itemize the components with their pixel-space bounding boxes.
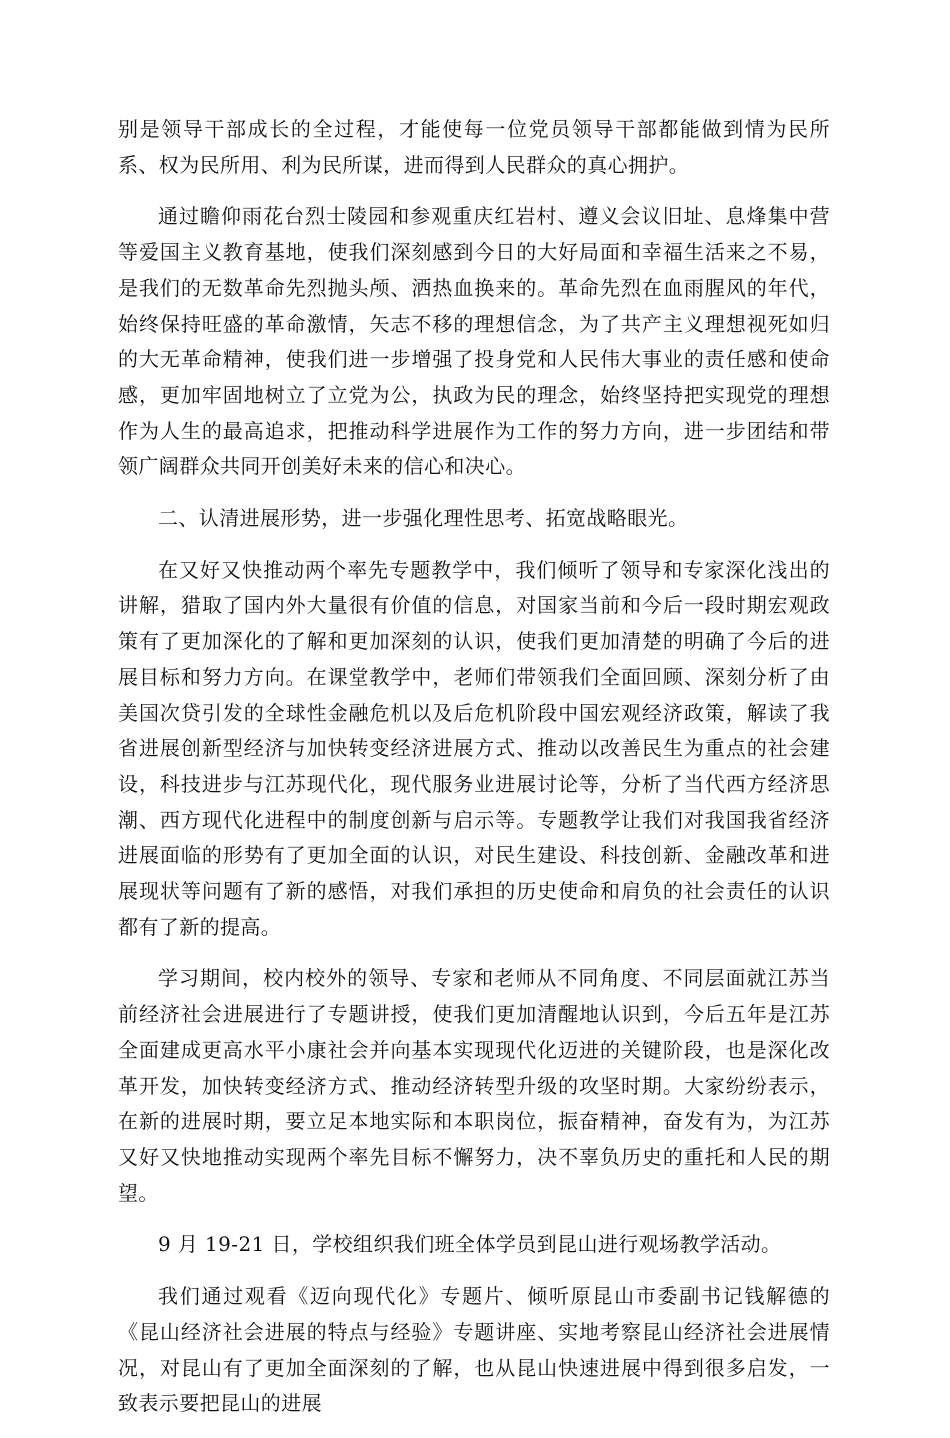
paragraph-kunshan-visit: 9 月 19-21 日，学校组织我们班全体学员到昆山进行观场教学活动。	[158, 1232, 782, 1257]
paragraph-continuation: 别是领导干部成长的全过程，才能使每一位党员领导干部都能做到情为民所系、权为民所用、利为民所谋，进而得到人民群众的真心拥护。	[118, 117, 830, 177]
paragraph-special-topic-teaching: 在又好又快推动两个率先专题教学中，我们倾听了领导和专家深化浅出的讲解，猎取了国内外大量很有价值的信息，对国家当前和今后一段时期宏观政策有了更加深化的了解和更加深刻的认识，使我们更加清楚的明确了今后的进展目标和努力方向。在课堂教学中，老师们带领我们全面回顾、深刻分析了由美国次贷引发的全球性金融危机以及后危机阶段中国宏观经济政策，解读了我省进展创新型经济与加快转变经济进展方式、推动以改善民生为重点的社会建设，科技进步与江苏现代化，现代服务业进展讨论等，分析了当代西方经济思潮、西方现代化进程中的制度创新与启示等。专题教学让我们对我国我省经济进展面临的形势有了更加全面的认识，对民生建设、科技创新、金融改革和进展现状等问题有了新的感悟，对我们承担的历史使命和肩负的社会责任的认识都有了新的提高。	[118, 557, 830, 939]
paragraph-study-period: 学习期间，校内校外的领导、专家和老师从不同角度、不同层面就江苏当前经济社会进展进行了专题讲授，使我们更加清醒地认识到，今后五年是江苏全面建成更高水平小康社会并向基本实现现代化迈进的关键阶段，也是深化改革开发，加快转变经济方式、推动经济转型升级的攻坚时期。大家纷纷表示，在新的进展时期，要立足本地实际和本职岗位，振奋精神，奋发有为，为江苏又好又快地推动实现两个率先目标不懈努力，决不辜负历史的重托和人民的期望。	[118, 966, 830, 1205]
document-body	[118, 112, 830, 1438]
section-heading-2: 二、认清进展形势，进一步强化理性思考、拓宽战略眼光。	[158, 506, 689, 531]
paragraph-revolutionary-education: 通过瞻仰雨花台烈士陵园和参观重庆红岩村、遵义会议旧址、息烽集中营等爱国主义教育基地，使我们深刻感到今日的大好局面和幸福生活来之不易，是我们的无数革命先烈抛头颅、洒热血换来的。革命先烈在血雨腥风的年代，始终保持旺盛的革命激情，矢志不移的理想信念，为了共产主义理想视死如归的大无革命精神，使我们进一步增强了投身党和人民伟大事业的责任感和使命感，更加牢固地树立了立党为公，执政为民的理念，始终坚持把实现党的理想作为人生的最高追求，把推动科学进展作为工作的努力方向，进一步团结和带领广阔群众共同开创美好未来的信心和决心。	[118, 204, 830, 479]
paragraph-kunshan-learning: 我们通过观看《迈向现代化》专题片、倾听原昆山市委副书记钱解德的《昆山经济社会进展的特点与经验》专题讲座、实地考察昆山经济社会进展情况，对昆山有了更加全面深刻的了解，也从昆山快速进展中得到很多启发，一致表示要把昆山的进展	[118, 1284, 830, 1416]
